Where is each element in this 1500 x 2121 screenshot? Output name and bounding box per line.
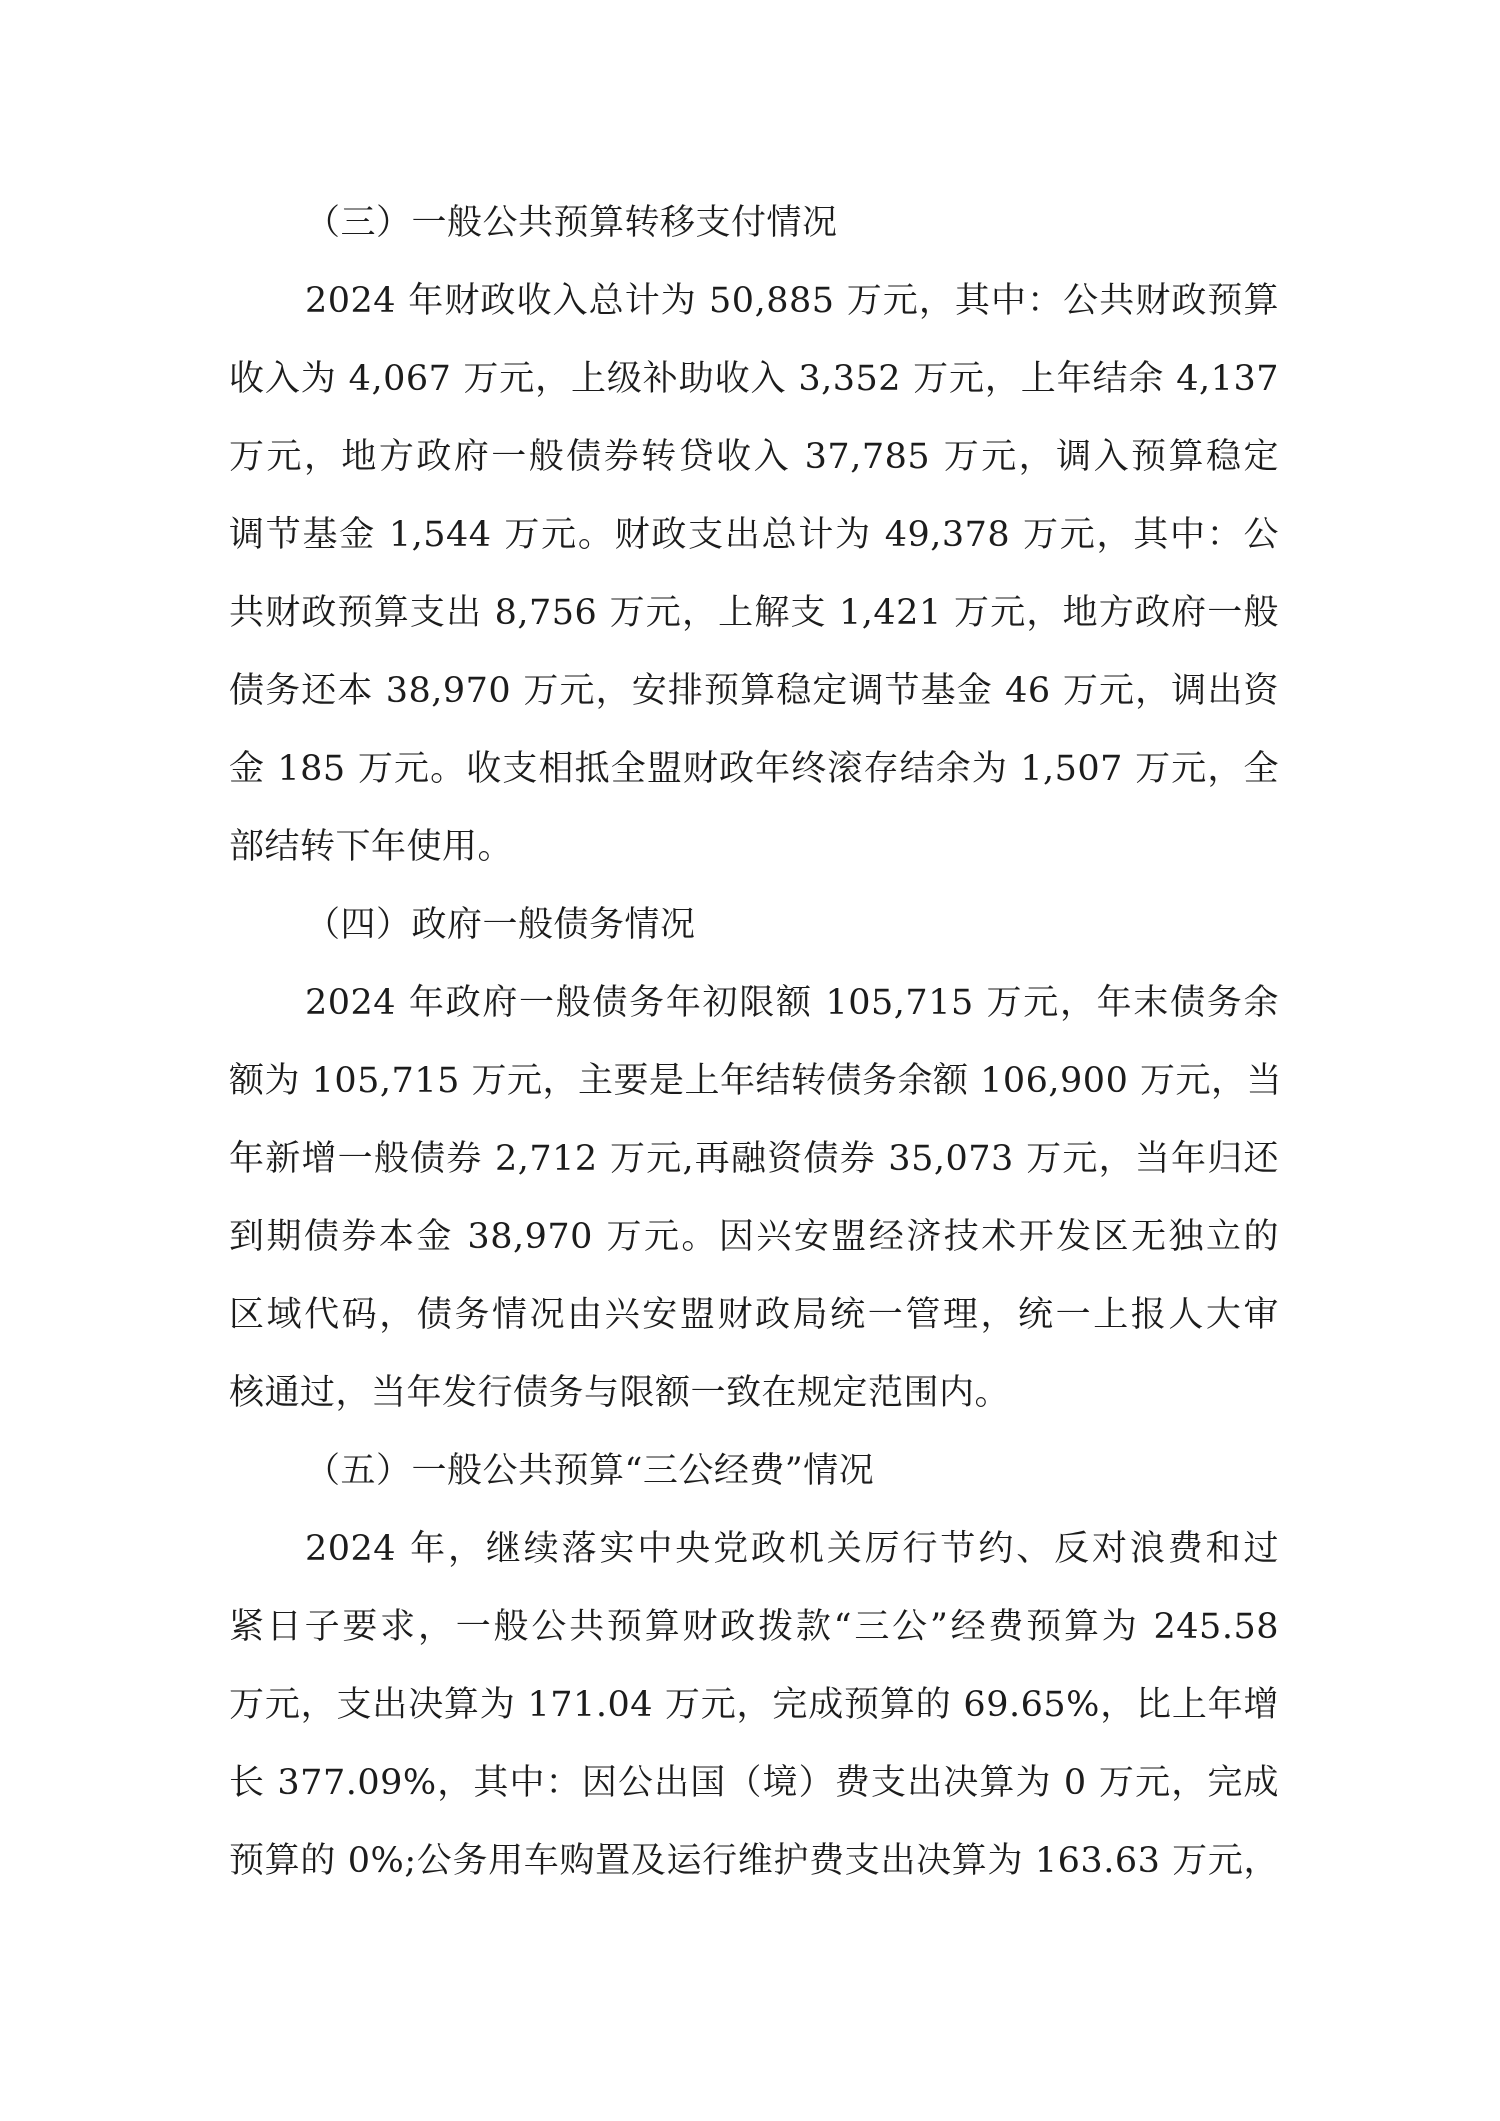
paragraph-line: 核通过，当年发行债务与限额一致在规定范围内。	[229, 1373, 1011, 1413]
paragraph-line: 共财政预算支出 8,756 万元，上解支 1,421 万元，地方政府一般	[229, 593, 1279, 633]
section-heading-5: （五）一般公共预算“三公经费”情况	[305, 1451, 875, 1491]
paragraph-line: 调节基金 1,544 万元。财政支出总计为 49,378 万元，其中：公	[229, 515, 1279, 555]
paragraph-line: 预算的 0%;公务用车购置及运行维护费支出决算为 163.63 万元，	[229, 1841, 1279, 1881]
paragraph-line: 到期债券本金 38,970 万元。因兴安盟经济技术开发区无独立的	[229, 1217, 1279, 1257]
paragraph-line: 2024 年政府一般债务年初限额 105,715 万元，年末债务余	[305, 983, 1279, 1023]
paragraph-line: 部结转下年使用。	[229, 827, 514, 867]
paragraph-line: 债务还本 38,970 万元，安排预算稳定调节基金 46 万元，调出资	[229, 671, 1279, 711]
paragraph-line: 金 185 万元。收支相抵全盟财政年终滚存结余为 1,507 万元，全	[229, 749, 1279, 789]
paragraph-line: 收入为 4,067 万元，上级补助收入 3,352 万元，上年结余 4,137	[229, 359, 1279, 399]
paragraph-line: 区域代码，债务情况由兴安盟财政局统一管理，统一上报人大审	[229, 1295, 1279, 1335]
section-heading-4: （四）政府一般债务情况	[305, 905, 696, 945]
paragraph-line: 长 377.09%，其中：因公出国（境）费支出决算为 0 万元，完成	[229, 1763, 1279, 1803]
paragraph-line: 2024 年财政收入总计为 50,885 万元，其中：公共财政预算	[305, 281, 1279, 321]
paragraph-line: 年新增一般债券 2,712 万元,再融资债券 35,073 万元，当年归还	[229, 1139, 1279, 1179]
paragraph-line: 万元，支出决算为 171.04 万元，完成预算的 69.65%，比上年增	[229, 1685, 1279, 1725]
paragraph-line: 紧日子要求，一般公共预算财政拨款“三公”经费预算为 245.58	[229, 1607, 1279, 1647]
paragraph-line: 额为 105,715 万元，主要是上年结转债务余额 106,900 万元，当	[229, 1061, 1282, 1101]
paragraph-line: 2024 年，继续落实中央党政机关厉行节约、反对浪费和过	[305, 1529, 1279, 1569]
paragraph-line: 万元，地方政府一般债券转贷收入 37,785 万元，调入预算稳定	[229, 437, 1279, 477]
section-heading-3: （三）一般公共预算转移支付情况	[305, 203, 838, 243]
